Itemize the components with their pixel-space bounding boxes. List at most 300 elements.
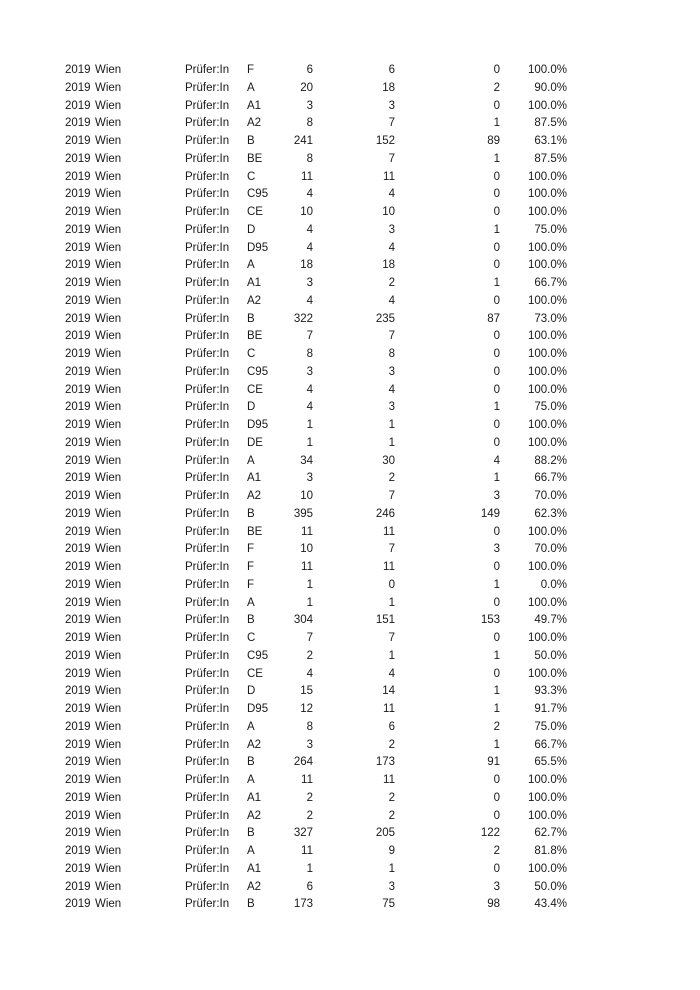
examiner-role-cell: Prüfer:In bbox=[185, 348, 230, 360]
passed-count-cell: 1 bbox=[388, 649, 395, 662]
table-row bbox=[0, 861, 700, 879]
total-count-cell: 2 bbox=[306, 649, 313, 662]
pass-rate-cell: 43.4% bbox=[534, 898, 567, 911]
city-cell: Wien bbox=[95, 241, 122, 254]
examiner-role-cell: Prüfer:In bbox=[185, 543, 230, 556]
total-count-cell: 6 bbox=[306, 64, 313, 76]
year-cell: 2019 bbox=[65, 845, 91, 857]
year-cell: 2019 bbox=[65, 809, 91, 822]
table-row bbox=[0, 737, 700, 755]
licence-class-cell: B bbox=[247, 827, 255, 840]
passed-count-cell: 152 bbox=[375, 135, 395, 147]
city-cell: Wien bbox=[95, 99, 122, 112]
licence-class-cell: A1 bbox=[247, 862, 262, 875]
failed-count-cell: 0 bbox=[493, 365, 500, 378]
year-cell: 2019 bbox=[65, 223, 91, 236]
city-cell: Wien bbox=[95, 507, 122, 520]
year-cell: 2019 bbox=[65, 117, 91, 130]
failed-count-cell: 1 bbox=[493, 223, 500, 236]
failed-count-cell: 0 bbox=[493, 170, 500, 183]
pass-rate-cell: 75.0% bbox=[534, 720, 567, 733]
table-row bbox=[0, 666, 700, 684]
passed-count-cell: 4 bbox=[388, 667, 395, 680]
city-cell: Wien bbox=[95, 809, 122, 822]
city-cell: Wien bbox=[95, 543, 122, 556]
city-cell: Wien bbox=[95, 170, 122, 183]
city-cell: Wien bbox=[95, 720, 122, 733]
year-cell: 2019 bbox=[65, 152, 91, 165]
licence-class-cell: A bbox=[247, 596, 255, 609]
city-cell: Wien bbox=[95, 756, 122, 769]
failed-count-cell: 0 bbox=[493, 294, 500, 307]
table-row bbox=[0, 559, 700, 577]
licence-class-cell: BE bbox=[247, 152, 263, 165]
failed-count-cell: 1 bbox=[493, 578, 500, 591]
licence-class-cell: BE bbox=[247, 330, 263, 343]
city-cell: Wien bbox=[95, 667, 122, 680]
total-count-cell: 2 bbox=[306, 791, 313, 804]
passed-count-cell: 7 bbox=[388, 632, 395, 644]
total-count-cell: 1 bbox=[306, 862, 313, 875]
failed-count-cell: 0 bbox=[493, 383, 500, 396]
examiner-role-cell: Prüfer:In bbox=[185, 507, 230, 520]
failed-count-cell: 0 bbox=[493, 259, 500, 272]
passed-count-cell: 4 bbox=[388, 188, 395, 201]
year-cell: 2019 bbox=[65, 64, 91, 76]
passed-count-cell: 205 bbox=[375, 827, 395, 840]
licence-class-cell: A2 bbox=[247, 738, 262, 751]
table-row bbox=[0, 595, 700, 613]
year-cell: 2019 bbox=[65, 365, 91, 378]
examiner-role-cell: Prüfer:In bbox=[185, 614, 230, 627]
examiner-role-cell: Prüfer:In bbox=[185, 685, 230, 698]
pass-rate-cell: 100.0% bbox=[527, 206, 567, 218]
failed-count-cell: 0 bbox=[493, 525, 500, 538]
failed-count-cell: 2 bbox=[493, 845, 500, 857]
licence-class-cell: C95 bbox=[247, 649, 269, 662]
pass-rate-cell: 87.5% bbox=[534, 117, 567, 130]
failed-count-cell: 1 bbox=[493, 117, 500, 130]
failed-count-cell: 1 bbox=[493, 738, 500, 751]
examiner-role-cell: Prüfer:In bbox=[185, 809, 230, 822]
passed-count-cell: 2 bbox=[388, 472, 395, 485]
total-count-cell: 8 bbox=[306, 117, 313, 130]
passed-count-cell: 4 bbox=[388, 241, 395, 254]
licence-class-cell: F bbox=[247, 543, 255, 556]
pass-rate-cell: 66.7% bbox=[534, 472, 567, 485]
failed-count-cell: 1 bbox=[493, 401, 500, 414]
table-row bbox=[0, 453, 700, 471]
pass-rate-cell: 50.0% bbox=[534, 649, 567, 662]
failed-count-cell: 2 bbox=[493, 81, 500, 94]
table-row bbox=[0, 506, 700, 524]
year-cell: 2019 bbox=[65, 312, 91, 325]
licence-class-cell: B bbox=[247, 756, 255, 769]
table-row bbox=[0, 754, 700, 772]
total-count-cell: 241 bbox=[293, 135, 313, 147]
table-row bbox=[0, 311, 700, 329]
pass-rate-cell: 100.0% bbox=[527, 99, 567, 112]
year-cell: 2019 bbox=[65, 401, 91, 414]
examiner-role-cell: Prüfer:In bbox=[185, 188, 230, 201]
examiner-role-cell: Prüfer:In bbox=[185, 898, 230, 911]
year-cell: 2019 bbox=[65, 454, 91, 467]
failed-count-cell: 0 bbox=[493, 596, 500, 609]
total-count-cell: 10 bbox=[300, 490, 313, 502]
examiner-role-cell: Prüfer:In bbox=[185, 774, 230, 786]
pass-rate-cell: 100.0% bbox=[527, 330, 567, 343]
licence-class-cell: F bbox=[247, 578, 255, 591]
year-cell: 2019 bbox=[65, 862, 91, 875]
city-cell: Wien bbox=[95, 348, 122, 360]
pass-rate-cell: 100.0% bbox=[527, 862, 567, 875]
total-count-cell: 6 bbox=[306, 880, 313, 893]
total-count-cell: 304 bbox=[293, 614, 313, 627]
city-cell: Wien bbox=[95, 401, 122, 414]
total-count-cell: 1 bbox=[306, 596, 313, 609]
examiner-role-cell: Prüfer:In bbox=[185, 277, 230, 289]
total-count-cell: 322 bbox=[293, 312, 313, 325]
city-cell: Wien bbox=[95, 827, 122, 840]
total-count-cell: 11 bbox=[301, 774, 313, 786]
year-cell: 2019 bbox=[65, 667, 91, 680]
examiner-role-cell: Prüfer:In bbox=[185, 490, 230, 502]
passed-count-cell: 151 bbox=[375, 614, 395, 627]
table-row bbox=[0, 808, 700, 826]
examiner-role-cell: Prüfer:In bbox=[185, 365, 230, 378]
table-row bbox=[0, 98, 700, 116]
pass-rate-cell: 0.0% bbox=[540, 578, 567, 591]
city-cell: Wien bbox=[95, 436, 122, 449]
failed-count-cell: 0 bbox=[493, 667, 500, 680]
failed-count-cell: 3 bbox=[493, 490, 500, 502]
passed-count-cell: 3 bbox=[388, 365, 395, 378]
city-cell: Wien bbox=[95, 135, 122, 147]
year-cell: 2019 bbox=[65, 490, 91, 502]
pass-rate-cell: 65.5% bbox=[534, 756, 567, 769]
total-count-cell: 4 bbox=[306, 188, 313, 201]
licence-class-cell: C95 bbox=[247, 365, 269, 378]
passed-count-cell: 11 bbox=[383, 561, 395, 573]
table-row bbox=[0, 293, 700, 311]
examiner-role-cell: Prüfer:In bbox=[185, 135, 230, 147]
year-cell: 2019 bbox=[65, 241, 91, 254]
city-cell: Wien bbox=[95, 880, 122, 893]
total-count-cell: 3 bbox=[306, 738, 313, 751]
passed-count-cell: 7 bbox=[388, 117, 395, 130]
table-row bbox=[0, 648, 700, 666]
total-count-cell: 8 bbox=[306, 720, 313, 733]
city-cell: Wien bbox=[95, 64, 122, 76]
total-count-cell: 7 bbox=[306, 632, 313, 644]
pass-rate-cell: 88.2% bbox=[534, 454, 567, 467]
year-cell: 2019 bbox=[65, 614, 91, 627]
passed-count-cell: 3 bbox=[388, 99, 395, 112]
pass-rate-cell: 100.0% bbox=[527, 561, 567, 573]
passed-count-cell: 1 bbox=[388, 596, 395, 609]
failed-count-cell: 0 bbox=[493, 791, 500, 804]
passed-count-cell: 1 bbox=[388, 436, 395, 449]
failed-count-cell: 98 bbox=[487, 898, 500, 911]
passed-count-cell: 2 bbox=[388, 809, 395, 822]
failed-count-cell: 1 bbox=[493, 649, 500, 662]
failed-count-cell: 0 bbox=[493, 774, 500, 786]
year-cell: 2019 bbox=[65, 756, 91, 769]
examiner-role-cell: Prüfer:In bbox=[185, 862, 230, 875]
examiner-role-cell: Prüfer:In bbox=[185, 703, 230, 715]
total-count-cell: 34 bbox=[300, 454, 313, 467]
year-cell: 2019 bbox=[65, 348, 91, 360]
total-count-cell: 10 bbox=[300, 543, 313, 556]
failed-count-cell: 1 bbox=[493, 703, 500, 715]
examiner-role-cell: Prüfer:In bbox=[185, 117, 230, 130]
table-row bbox=[0, 630, 700, 648]
examiner-role-cell: Prüfer:In bbox=[185, 720, 230, 733]
examiner-role-cell: Prüfer:In bbox=[185, 880, 230, 893]
table-row bbox=[0, 257, 700, 275]
failed-count-cell: 149 bbox=[480, 507, 500, 520]
city-cell: Wien bbox=[95, 774, 122, 786]
total-count-cell: 8 bbox=[306, 348, 313, 360]
total-count-cell: 1 bbox=[306, 436, 313, 449]
table-row bbox=[0, 435, 700, 453]
year-cell: 2019 bbox=[65, 525, 91, 538]
city-cell: Wien bbox=[95, 294, 122, 307]
passed-count-cell: 2 bbox=[388, 277, 395, 289]
pass-rate-cell: 100.0% bbox=[527, 294, 567, 307]
table-row bbox=[0, 115, 700, 133]
year-cell: 2019 bbox=[65, 259, 91, 272]
table-row bbox=[0, 896, 700, 914]
failed-count-cell: 1 bbox=[493, 277, 500, 289]
table-row bbox=[0, 204, 700, 222]
failed-count-cell: 1 bbox=[493, 685, 500, 698]
year-cell: 2019 bbox=[65, 543, 91, 556]
failed-count-cell: 0 bbox=[493, 188, 500, 201]
licence-class-cell: A bbox=[247, 454, 255, 467]
examiner-role-cell: Prüfer:In bbox=[185, 561, 230, 573]
year-cell: 2019 bbox=[65, 135, 91, 147]
passed-count-cell: 246 bbox=[375, 507, 395, 520]
examiner-role-cell: Prüfer:In bbox=[185, 827, 230, 840]
pass-rate-cell: 100.0% bbox=[527, 632, 567, 644]
pass-rate-cell: 75.0% bbox=[534, 401, 567, 414]
city-cell: Wien bbox=[95, 206, 122, 218]
examiner-role-cell: Prüfer:In bbox=[185, 454, 230, 467]
table-row bbox=[0, 417, 700, 435]
licence-class-cell: B bbox=[247, 135, 255, 147]
table-row bbox=[0, 790, 700, 808]
examiner-role-cell: Prüfer:In bbox=[185, 845, 230, 857]
total-count-cell: 3 bbox=[306, 472, 313, 485]
city-cell: Wien bbox=[95, 578, 122, 591]
failed-count-cell: 1 bbox=[493, 472, 500, 485]
city-cell: Wien bbox=[95, 738, 122, 751]
passed-count-cell: 7 bbox=[388, 152, 395, 165]
city-cell: Wien bbox=[95, 365, 122, 378]
table-row bbox=[0, 346, 700, 364]
pass-rate-cell: 100.0% bbox=[527, 365, 567, 378]
table-row bbox=[0, 62, 700, 80]
licence-class-cell: A2 bbox=[247, 294, 262, 307]
total-count-cell: 11 bbox=[301, 845, 313, 857]
examiner-role-cell: Prüfer:In bbox=[185, 738, 230, 751]
failed-count-cell: 0 bbox=[493, 206, 500, 218]
pass-rate-cell: 100.0% bbox=[527, 348, 567, 360]
year-cell: 2019 bbox=[65, 419, 91, 431]
examiner-role-cell: Prüfer:In bbox=[185, 791, 230, 804]
pass-rate-cell: 81.8% bbox=[534, 845, 567, 857]
total-count-cell: 18 bbox=[300, 259, 313, 272]
examiner-role-cell: Prüfer:In bbox=[185, 667, 230, 680]
pass-rate-cell: 100.0% bbox=[527, 667, 567, 680]
pass-rate-cell: 100.0% bbox=[527, 419, 567, 431]
table-row bbox=[0, 364, 700, 382]
passed-count-cell: 173 bbox=[375, 756, 395, 769]
pass-rate-cell: 87.5% bbox=[534, 152, 567, 165]
pass-rate-cell: 50.0% bbox=[534, 880, 567, 893]
examiner-role-cell: Prüfer:In bbox=[185, 756, 230, 769]
failed-count-cell: 122 bbox=[480, 827, 500, 840]
licence-class-cell: D95 bbox=[247, 703, 269, 715]
passed-count-cell: 18 bbox=[382, 259, 395, 272]
year-cell: 2019 bbox=[65, 791, 91, 804]
pass-rate-cell: 100.0% bbox=[527, 188, 567, 201]
year-cell: 2019 bbox=[65, 774, 91, 786]
pass-rate-cell: 63.1% bbox=[534, 135, 567, 147]
licence-class-cell: C bbox=[247, 348, 256, 360]
passed-count-cell: 7 bbox=[388, 490, 395, 502]
passed-count-cell: 7 bbox=[388, 543, 395, 556]
passed-count-cell: 1 bbox=[388, 862, 395, 875]
licence-class-cell: D95 bbox=[247, 419, 269, 431]
year-cell: 2019 bbox=[65, 703, 91, 715]
examiner-role-cell: Prüfer:In bbox=[185, 152, 230, 165]
year-cell: 2019 bbox=[65, 294, 91, 307]
pass-rate-cell: 66.7% bbox=[534, 738, 567, 751]
examiner-role-cell: Prüfer:In bbox=[185, 259, 230, 272]
failed-count-cell: 3 bbox=[493, 880, 500, 893]
failed-count-cell: 0 bbox=[493, 241, 500, 254]
licence-class-cell: A1 bbox=[247, 791, 262, 804]
table-body bbox=[0, 62, 700, 914]
total-count-cell: 327 bbox=[293, 827, 313, 840]
table-row bbox=[0, 222, 700, 240]
licence-class-cell: A1 bbox=[247, 472, 262, 485]
table-row bbox=[0, 772, 700, 790]
total-count-cell: 3 bbox=[306, 365, 313, 378]
passed-count-cell: 18 bbox=[382, 81, 395, 94]
passed-count-cell: 6 bbox=[388, 720, 395, 733]
pass-rate-cell: 100.0% bbox=[527, 64, 567, 76]
pass-rate-cell: 100.0% bbox=[527, 791, 567, 804]
city-cell: Wien bbox=[95, 277, 122, 289]
city-cell: Wien bbox=[95, 454, 122, 467]
licence-class-cell: CE bbox=[247, 206, 263, 218]
examiner-role-cell: Prüfer:In bbox=[185, 241, 230, 254]
passed-count-cell: 75 bbox=[382, 898, 395, 911]
examiner-role-cell: Prüfer:In bbox=[185, 632, 230, 644]
passed-count-cell: 2 bbox=[388, 738, 395, 751]
licence-class-cell: C95 bbox=[247, 188, 269, 201]
passed-count-cell: 11 bbox=[383, 525, 395, 538]
failed-count-cell: 0 bbox=[493, 561, 500, 573]
year-cell: 2019 bbox=[65, 561, 91, 573]
table-row bbox=[0, 169, 700, 187]
licence-class-cell: F bbox=[247, 64, 255, 76]
pass-rate-cell: 100.0% bbox=[527, 596, 567, 609]
table-row bbox=[0, 80, 700, 98]
year-cell: 2019 bbox=[65, 99, 91, 112]
licence-class-cell: A1 bbox=[247, 277, 262, 289]
table-row bbox=[0, 382, 700, 400]
licence-class-cell: C bbox=[247, 170, 256, 183]
licence-class-cell: A bbox=[247, 774, 255, 786]
city-cell: Wien bbox=[95, 383, 122, 396]
table-row bbox=[0, 879, 700, 897]
city-cell: Wien bbox=[95, 649, 122, 662]
total-count-cell: 173 bbox=[293, 898, 313, 911]
year-cell: 2019 bbox=[65, 880, 91, 893]
pass-rate-cell: 100.0% bbox=[527, 241, 567, 254]
city-cell: Wien bbox=[95, 490, 122, 502]
city-cell: Wien bbox=[95, 632, 122, 644]
city-cell: Wien bbox=[95, 188, 122, 201]
year-cell: 2019 bbox=[65, 188, 91, 201]
total-count-cell: 4 bbox=[306, 401, 313, 414]
licence-class-cell: B bbox=[247, 312, 255, 325]
table-row bbox=[0, 470, 700, 488]
pass-rate-cell: 66.7% bbox=[534, 277, 567, 289]
total-count-cell: 1 bbox=[306, 578, 313, 591]
licence-class-cell: CE bbox=[247, 383, 263, 396]
city-cell: Wien bbox=[95, 845, 122, 857]
licence-class-cell: B bbox=[247, 614, 255, 627]
pass-rate-cell: 62.3% bbox=[534, 507, 567, 520]
passed-count-cell: 11 bbox=[383, 170, 395, 183]
total-count-cell: 15 bbox=[300, 685, 313, 698]
licence-class-cell: D95 bbox=[247, 241, 269, 254]
year-cell: 2019 bbox=[65, 632, 91, 644]
total-count-cell: 20 bbox=[300, 81, 313, 94]
table-row bbox=[0, 719, 700, 737]
passed-count-cell: 10 bbox=[382, 206, 395, 218]
licence-class-cell: B bbox=[247, 507, 255, 520]
year-cell: 2019 bbox=[65, 383, 91, 396]
pass-rate-cell: 73.0% bbox=[534, 312, 567, 325]
total-count-cell: 4 bbox=[306, 383, 313, 396]
total-count-cell: 4 bbox=[306, 294, 313, 307]
licence-class-cell: B bbox=[247, 898, 255, 911]
licence-class-cell: A2 bbox=[247, 117, 262, 130]
pass-rate-cell: 93.3% bbox=[534, 685, 567, 698]
failed-count-cell: 91 bbox=[487, 756, 500, 769]
pass-rate-cell: 100.0% bbox=[527, 383, 567, 396]
failed-count-cell: 0 bbox=[493, 436, 500, 449]
licence-class-cell: F bbox=[247, 561, 255, 573]
pass-rate-cell: 100.0% bbox=[527, 259, 567, 272]
year-cell: 2019 bbox=[65, 330, 91, 343]
city-cell: Wien bbox=[95, 330, 122, 343]
passed-count-cell: 4 bbox=[388, 383, 395, 396]
examiner-role-cell: Prüfer:In bbox=[185, 401, 230, 414]
city-cell: Wien bbox=[95, 703, 122, 715]
city-cell: Wien bbox=[95, 152, 122, 165]
passed-count-cell: 3 bbox=[388, 880, 395, 893]
licence-class-cell: A2 bbox=[247, 880, 262, 893]
licence-class-cell: CE bbox=[247, 667, 263, 680]
total-count-cell: 4 bbox=[306, 241, 313, 254]
